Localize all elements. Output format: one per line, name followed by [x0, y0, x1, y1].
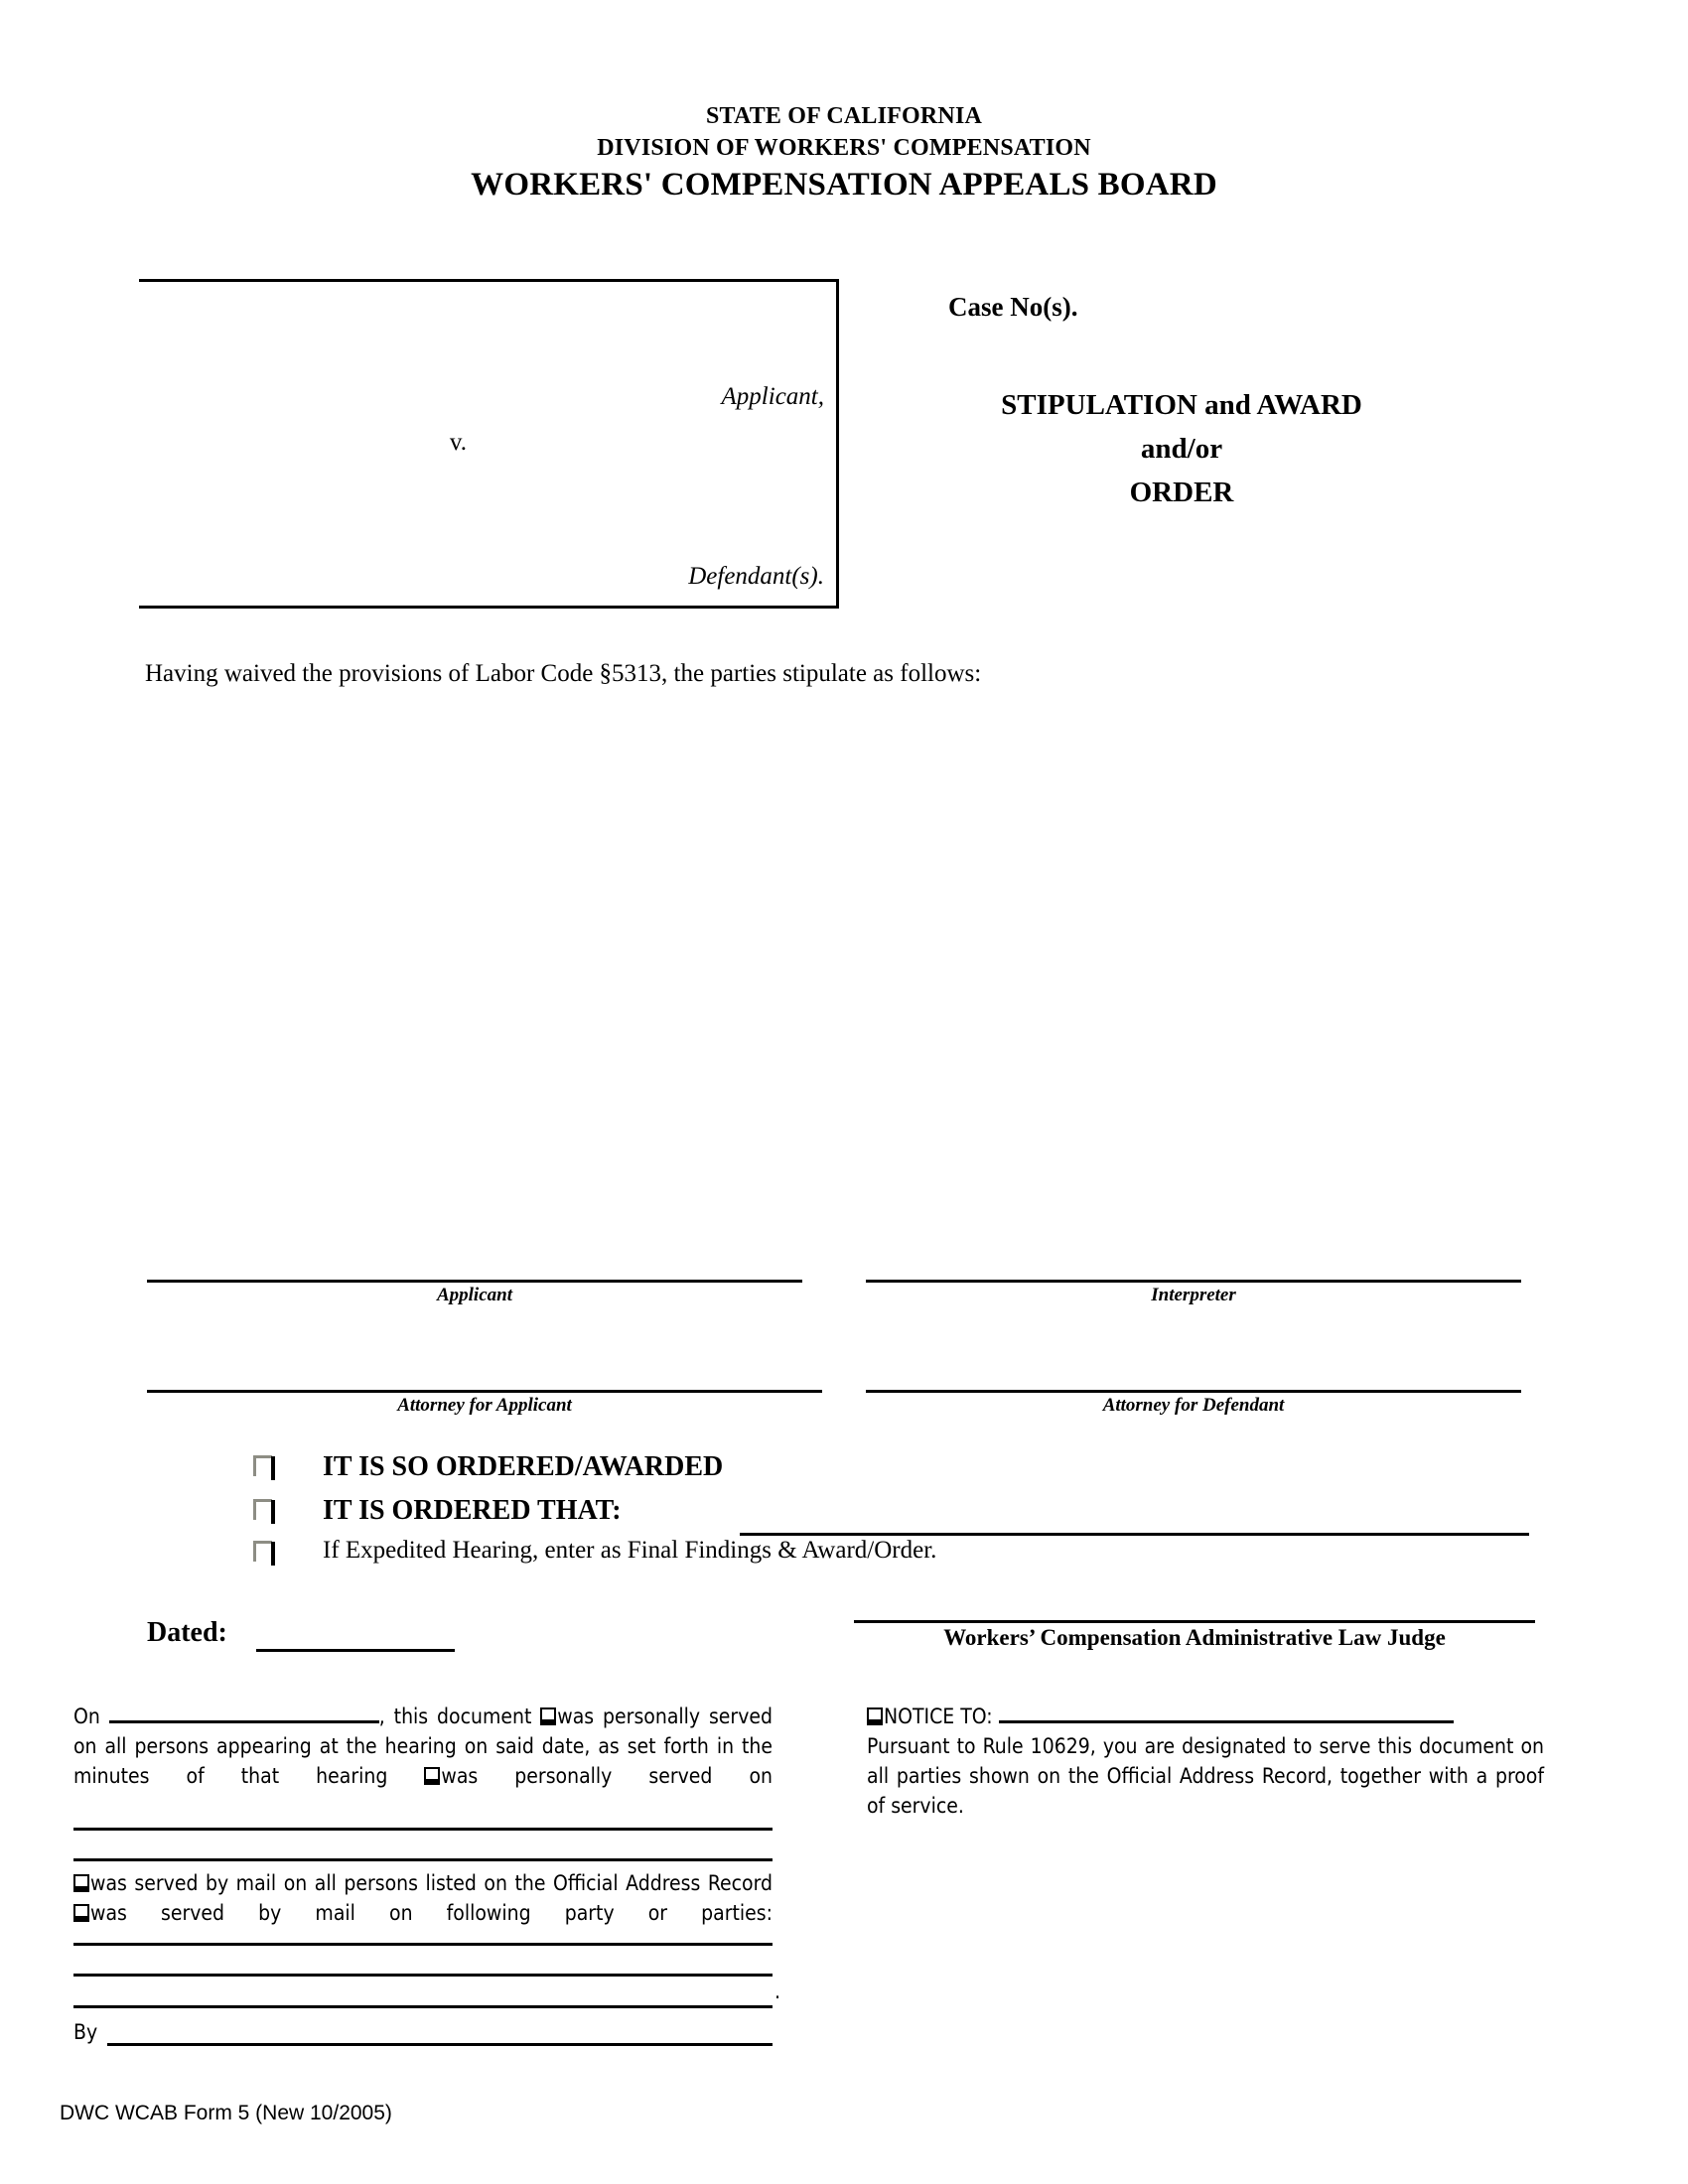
by-label: By — [73, 2020, 98, 2044]
checkbox-served-by-mail-all[interactable] — [73, 1874, 89, 1892]
checkbox-personally-served-hearing[interactable] — [540, 1707, 556, 1725]
order-that-fill-in-line[interactable] — [740, 1533, 1529, 1536]
order-option-label-ordered-that: IT IS ORDERED THAT: — [323, 1495, 622, 1526]
form-id-footer: DWC WCAB Form 5 (New 10/2005) — [60, 2102, 392, 2124]
case-number-label: Case No(s). — [948, 292, 1078, 322]
proof-of-service-paragraph — [73, 1702, 773, 1791]
personal-service-text-1: was personally served on all persons appearing at the hearing on said date, as set forth in the minutes of that hearing — [73, 1705, 774, 1788]
page-title: WORKERS' COMPENSATION APPEALS BOARD — [471, 167, 1217, 203]
document-type-title — [874, 383, 1489, 514]
signature-label-interpreter: Interpreter — [1151, 1285, 1236, 1305]
signature-label-attorney-for-applicant: Attorney for Applicant — [397, 1395, 572, 1416]
signature-label-attorney-for-defendant: Attorney for Defendant — [1102, 1395, 1285, 1416]
header-state-line: STATE OF CALIFORNIA — [705, 103, 983, 129]
caption-defendant-label: Defendant(s). — [688, 563, 824, 590]
mail-service-text-1: was served by mail on all persons listed on the Official Address Record — [90, 1871, 773, 1895]
dated-fill-in-line[interactable] — [256, 1649, 455, 1652]
notice-to-fill-in[interactable] — [999, 1702, 1454, 1723]
mail-parties-fill-in-line-1[interactable] — [73, 1943, 773, 1946]
trailing-period: . — [774, 1979, 780, 2003]
notice-block — [867, 1702, 1544, 1821]
checkbox-expedited-hearing[interactable] — [253, 1541, 274, 1563]
mail-service-block — [73, 1868, 773, 1928]
checkbox-it-is-ordered-that[interactable] — [253, 1499, 274, 1521]
order-option-label-so-ordered: IT IS SO ORDERED/AWARDED — [323, 1451, 724, 1482]
proof-of-service-block — [73, 1702, 773, 1791]
mail-service-text-2: was served by mail on following party or parties: — [90, 1901, 773, 1925]
stipulation-intro-text: Having waived the provisions of Labor Code §5313, the parties stipulate as follows: — [145, 660, 982, 687]
header-division-line: DIVISION OF WORKERS' COMPENSATION — [597, 135, 1091, 161]
signature-line-attorney-for-applicant[interactable] — [147, 1390, 822, 1393]
notice-body-text: Pursuant to Rule 10629, you are designated to serve this document on all parties shown on the Official Address Record, together with a proof of service. — [867, 1734, 1544, 1818]
service-fill-in-line-1[interactable] — [73, 1828, 773, 1831]
order-option-row-ordered-that[interactable] — [253, 1495, 622, 1527]
judge-title-label: Workers’ Compensation Administrative Law Judge — [943, 1625, 1446, 1650]
checkbox-it-is-so-ordered-awarded[interactable] — [253, 1455, 274, 1477]
service-date-fill-in[interactable] — [109, 1702, 379, 1723]
mail-parties-fill-in-line-2[interactable] — [73, 1974, 773, 1977]
this-document-text: , this document — [378, 1705, 532, 1728]
dated-label: Dated: — [147, 1617, 227, 1648]
caption-versus-label: v. — [449, 429, 467, 456]
checkbox-served-by-mail-following[interactable] — [73, 1904, 89, 1922]
signature-line-attorney-for-defendant[interactable] — [866, 1390, 1521, 1393]
checkbox-personally-served-on[interactable] — [424, 1767, 440, 1785]
document-type-line-2: and/or — [1140, 433, 1223, 465]
checkbox-notice-to[interactable] — [867, 1707, 883, 1725]
document-type-line-1: STIPULATION and AWARD — [1001, 389, 1362, 421]
document-type-line-3: ORDER — [1129, 477, 1234, 508]
order-option-row-expedited[interactable] — [253, 1537, 936, 1565]
order-option-row-so-ordered[interactable] — [253, 1451, 723, 1483]
by-signature-line[interactable] — [107, 2043, 773, 2046]
service-fill-in-line-2[interactable] — [73, 1858, 773, 1861]
mail-service-paragraph — [73, 1868, 773, 1928]
notice-to-label: NOTICE TO: — [884, 1705, 993, 1728]
notice-to-line — [867, 1702, 1544, 1731]
on-prefix-label: On — [73, 1705, 100, 1728]
signature-label-applicant: Applicant — [436, 1285, 512, 1305]
caption-applicant-label: Applicant, — [721, 383, 824, 410]
judge-signature-line[interactable] — [854, 1620, 1535, 1623]
signature-line-applicant[interactable] — [147, 1280, 802, 1283]
order-option-label-expedited: If Expedited Hearing, enter as Final Findings & Award/Order. — [323, 1537, 937, 1564]
mail-parties-fill-in-line-3[interactable] — [73, 2005, 773, 2008]
personal-service-text-2: was personally served on — [441, 1764, 773, 1788]
signature-line-interpreter[interactable] — [866, 1280, 1521, 1283]
